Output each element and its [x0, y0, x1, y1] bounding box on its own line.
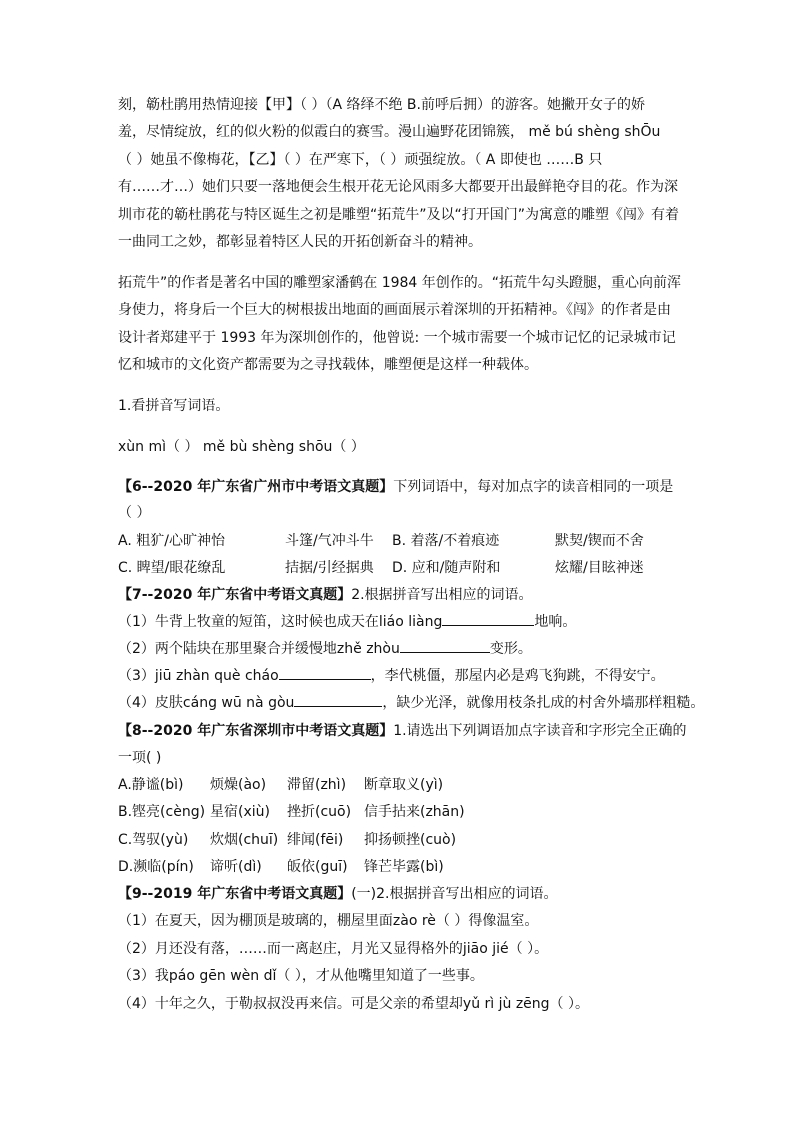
sub-question-text: ，缺少光泽，就像用枝条扎成的村舍外墙那样粗糙。 [382, 695, 705, 711]
option-b-1: B. 着落/不着痕迹 [392, 533, 500, 549]
sub-question-text: 地响。 [534, 614, 577, 630]
sub-question-text: （1）牛背上牧童的短笛，这时候也成天在 [118, 614, 379, 630]
option-word: 炊烟(chuī) [210, 832, 279, 848]
option-a-1: A. 粗犷/心旷神怡 [118, 533, 225, 549]
option-word: 谛听(dì) [210, 859, 262, 875]
option-word: 烦燥(ào) [210, 777, 267, 793]
sub-question [118, 639, 532, 659]
passage-line: 一曲同工之妙，都彰显着特区人民的开拓创新奋斗的精神。 [118, 234, 482, 250]
option-word: 信手拈来(zhān) [364, 804, 465, 820]
sub-question-text: 变形。 [489, 641, 532, 657]
question-8 [118, 721, 687, 741]
option-b: B.铿亮(cèng) [118, 804, 206, 820]
question-6 [118, 477, 673, 497]
option-c: C.驾驭(yù) [118, 832, 189, 848]
sub-question-text: （2）两个陆块在那里聚合并缓慢地 [118, 641, 337, 657]
question-heading: 【6--2020 年广东省广州市中考语文真题】 [118, 479, 394, 495]
option-word: 抑扬顿挫(cuò) [364, 832, 457, 848]
option-row [0, 558, 794, 578]
option-row [0, 802, 794, 822]
sub-question [118, 612, 576, 632]
passage-line: 忆和城市的文化资产都需要为之寻找载体，雕塑便是这样一种载体。 [118, 357, 538, 373]
sub-question: （3）我páo gēn wèn dǐ（ ），才从他嘴里知道了一些事。 [118, 968, 484, 984]
question-7 [118, 585, 533, 605]
sub-question: （1）在夏天，因为棚顶是玻璃的，棚屋里面zào rè（ ）得像温室。 [118, 913, 539, 929]
pinyin: liáo liàng [378, 614, 443, 630]
sub-question: （2）月还没有落，……而一离赵庄，月光又显得格外的jiāo jié（ ）。 [118, 941, 549, 957]
passage-line: 圳市花的簕杜鹃花与特区诞生之初是雕塑“拓荒牛”及以“打开国门”为寓意的雕塑《闯》有着 [118, 207, 680, 223]
answer-blank[interactable] [400, 652, 490, 653]
sub-question: （4）十年之久，于勒叔叔没再来信。可是父亲的希望却yǔ rì jù zēng（ ）。 [118, 996, 589, 1012]
option-d-1: D. 应和/随声附和 [392, 560, 501, 576]
passage-line: 有……才…）她们只要一落地便会生根开花无论风雨多大都要开出最鲜艳夺目的花。作为深 [118, 179, 678, 195]
pinyin: cáng wū nà gòu [182, 695, 295, 711]
option-d: D.濒临(pín) [118, 859, 194, 875]
option-c-1: C. 睥望/眼花缭乱 [118, 560, 226, 576]
sub-question-text: （4）皮肤 [118, 695, 183, 711]
question-text: 2.根据拼音写出相应的词语。 [351, 587, 533, 603]
question-prompt: 1.看拼音写词语。 [118, 398, 230, 414]
option-row [0, 830, 794, 850]
option-word: 皈依(guī) [287, 859, 348, 875]
answer-blank[interactable] [442, 625, 534, 626]
option-row [0, 531, 794, 551]
question-text: 1.请选出下列调语加点字读音和字形完全正确的 [393, 723, 687, 739]
passage-line: 羞，尽情绽放，红的似火粉的似霞白的赛雪。漫山遍野花团锦簇， mě bú shèng shŌu [118, 124, 661, 140]
question-heading: 【9--2019 年广东省中考语文真题】 [118, 886, 352, 902]
answer-paren: 一项( ) [118, 750, 162, 766]
answer-blank[interactable] [294, 706, 382, 707]
option-word: 滞留(zhì) [287, 777, 347, 793]
pinyin: zhě zhòu [336, 641, 400, 657]
option-row [0, 775, 794, 795]
question-9 [118, 884, 557, 904]
passage-line: 设计者郑建平于 1993 年为深圳创作的，他曾说: 一个城市需要一个城市记忆的记录城市记 [118, 330, 676, 346]
sub-question [118, 693, 704, 713]
passage-line: （ ）她虽不像梅花，【乙】（ ）在严寒下，（ ）顽强绽放。（ A 即使也 ……B 只 [118, 152, 603, 168]
option-word: 锋芒毕露(bì) [364, 859, 444, 875]
option-c-2: 拮据/引经据典 [285, 560, 374, 576]
sub-question [118, 666, 665, 686]
passage-line: 刻，簕杜鹃用热情迎接【甲】（ ）（A 络绎不绝 B.前呼后拥）的游客。她撇开女子的娇 [118, 97, 645, 113]
answer-paren: （ ） [118, 505, 151, 521]
pinyin: （3）jiū zhàn què cháo [118, 668, 279, 684]
passage-line: 拓荒牛”的作者是著名中国的雕塑家潘鹤在 1984 年创作的。“拓荒牛勾头蹬腿，重心向前浑 [118, 275, 682, 291]
option-word: 星宿(xiù) [210, 804, 270, 820]
option-a: A.静谧(bì) [118, 777, 184, 793]
option-word: 绯闻(fēi) [287, 832, 344, 848]
question-text: (一)2.根据拼音写出相应的词语。 [351, 886, 558, 902]
sub-question-text: ，李代桃僵，那屋内必是鸡飞狗跳，不得安宁。 [370, 668, 665, 684]
passage-line: 身使力，将身后一个巨大的树根拔出地面的画面展示着深圳的开拓精神。《闯》的作者是由 [118, 302, 671, 318]
question-text: 下列词语中，每对加点字的读音相同的一项是 [393, 479, 674, 495]
question-heading: 【7--2020 年广东省中考语文真题】 [118, 587, 352, 603]
option-word: 断章取义(yì) [364, 777, 444, 793]
option-word: 挫折(cuō) [287, 804, 352, 820]
answer-blank[interactable] [279, 679, 371, 680]
option-b-2: 默契/锲而不舍 [555, 533, 644, 549]
question-heading: 【8--2020 年广东省深圳市中考语文真题】 [118, 723, 394, 739]
option-d-2: 炫耀/目眩神迷 [555, 560, 644, 576]
pinyin-line: xùn mì（ ） mě bù shèng shōu（ ） [118, 439, 365, 455]
option-row [0, 857, 794, 877]
option-a-2: 斗篷/气冲斗牛 [285, 533, 374, 549]
